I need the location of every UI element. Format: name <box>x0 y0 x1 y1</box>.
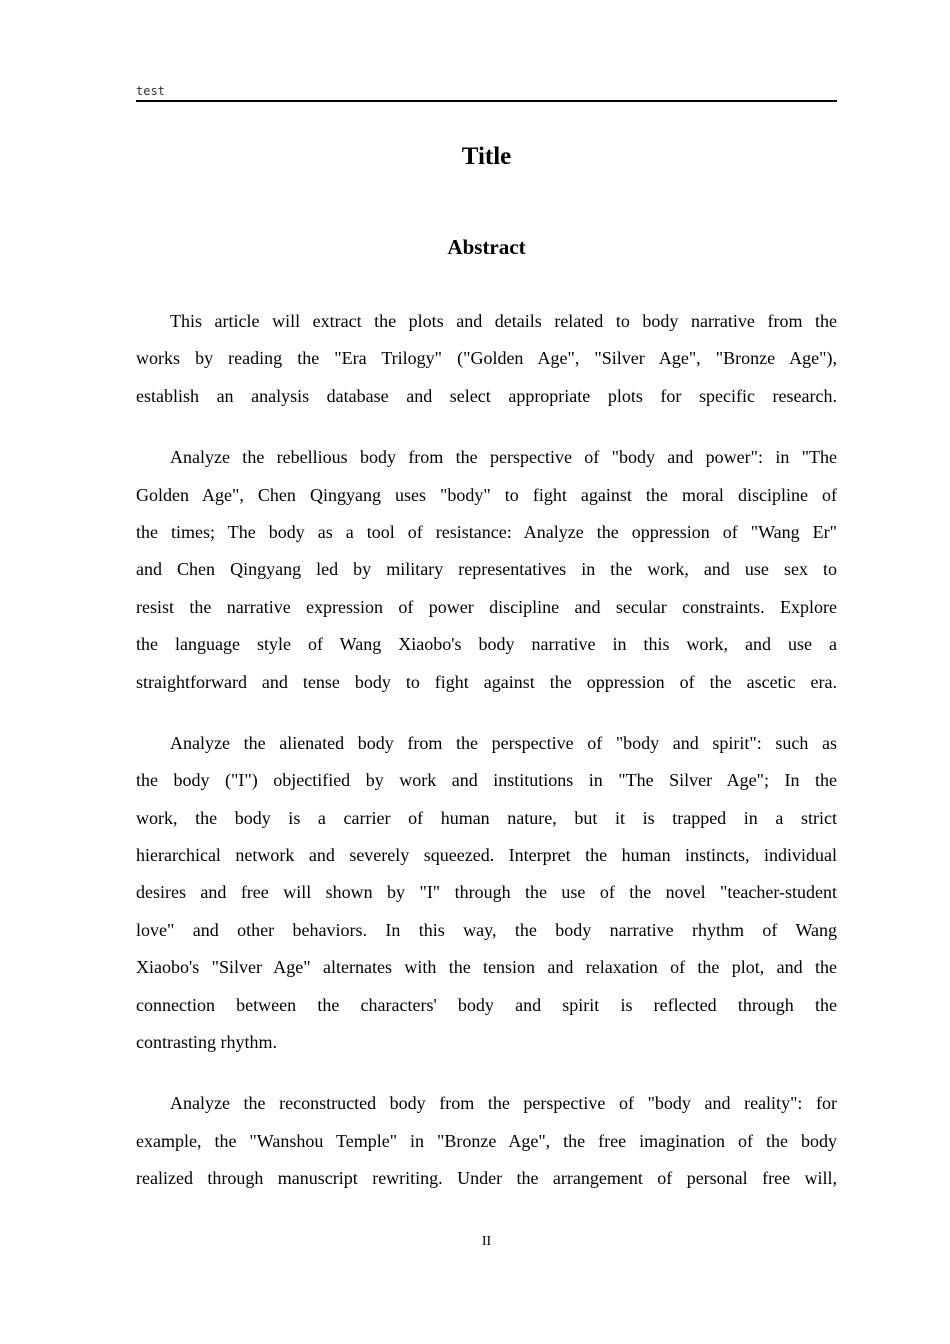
paragraph-line: Xiaobo's "Silver Age" alternates with the tension and relaxation of the plot, and the <box>136 957 837 978</box>
paragraph-line: Analyze the alienated body from the perspective of "body and spirit": such as <box>170 732 837 753</box>
abstract-body <box>136 303 837 1222</box>
paragraph-line: Analyze the reconstructed body from the perspective of "body and reality": for <box>170 1093 837 1114</box>
paragraph-line: contrasting rhythm. <box>136 1032 277 1053</box>
abstract-heading: Abstract <box>447 235 526 259</box>
running-header <box>136 84 837 102</box>
paragraph-line: Analyze the rebellious body from the perspective of "body and power": in "The <box>170 447 837 468</box>
paragraph-line: example, the "Wanshou Temple" in "Bronze Age", the free imagination of the body <box>136 1130 837 1151</box>
paragraph-line: hierarchical network and severely squeezed. Interpret the human instincts, individual <box>136 845 837 866</box>
paragraph-line: and Chen Qingyang led by military representatives in the work, and use sex to <box>136 559 837 580</box>
paragraph-line: the times; The body as a tool of resistance: Analyze the oppression of "Wang Er" <box>136 521 837 542</box>
paragraph-4 <box>136 1085 837 1197</box>
paragraph-line: realized through manuscript rewriting. Under the arrangement of personal free will, <box>136 1168 837 1189</box>
paragraph-line: the language style of Wang Xiaobo's body narrative in this work, and use a <box>136 634 837 655</box>
running-header-text: test <box>136 84 165 98</box>
paragraph-3 <box>136 725 837 1062</box>
paragraph-line: desires and free will shown by "I" through the use of the novel "teacher-student <box>136 882 837 903</box>
paragraph-line: connection between the characters' body and spirit is reflected through the <box>136 994 837 1015</box>
paragraph-2 <box>136 439 837 701</box>
paragraph-line: resist the narrative expression of power discipline and secular constraints. Explore <box>136 596 837 617</box>
paragraph-line: love" and other behaviors. In this way, the body narrative rhythm of Wang <box>136 919 837 940</box>
paragraph-line: the body ("I") objectified by work and institutions in "The Silver Age"; In the <box>136 770 837 791</box>
document-title: Title <box>461 143 512 170</box>
paragraph-1 <box>136 303 837 415</box>
paragraph-line: Golden Age", Chen Qingyang uses "body" to fight against the moral discipline of <box>136 484 837 505</box>
page-number: II <box>481 1234 492 1249</box>
paragraph-line: establish an analysis database and select appropriate plots for specific research. <box>136 385 837 406</box>
paragraph-line: This article will extract the plots and details related to body narrative from the <box>170 311 837 331</box>
paragraph-line: straightforward and tense body to fight against the oppression of the ascetic era. <box>136 671 837 692</box>
paragraph-line: work, the body is a carrier of human nature, but it is trapped in a strict <box>136 807 837 828</box>
paragraph-line: works by reading the "Era Trilogy" ("Golden Age", "Silver Age", "Bronze Age"), <box>136 348 837 369</box>
